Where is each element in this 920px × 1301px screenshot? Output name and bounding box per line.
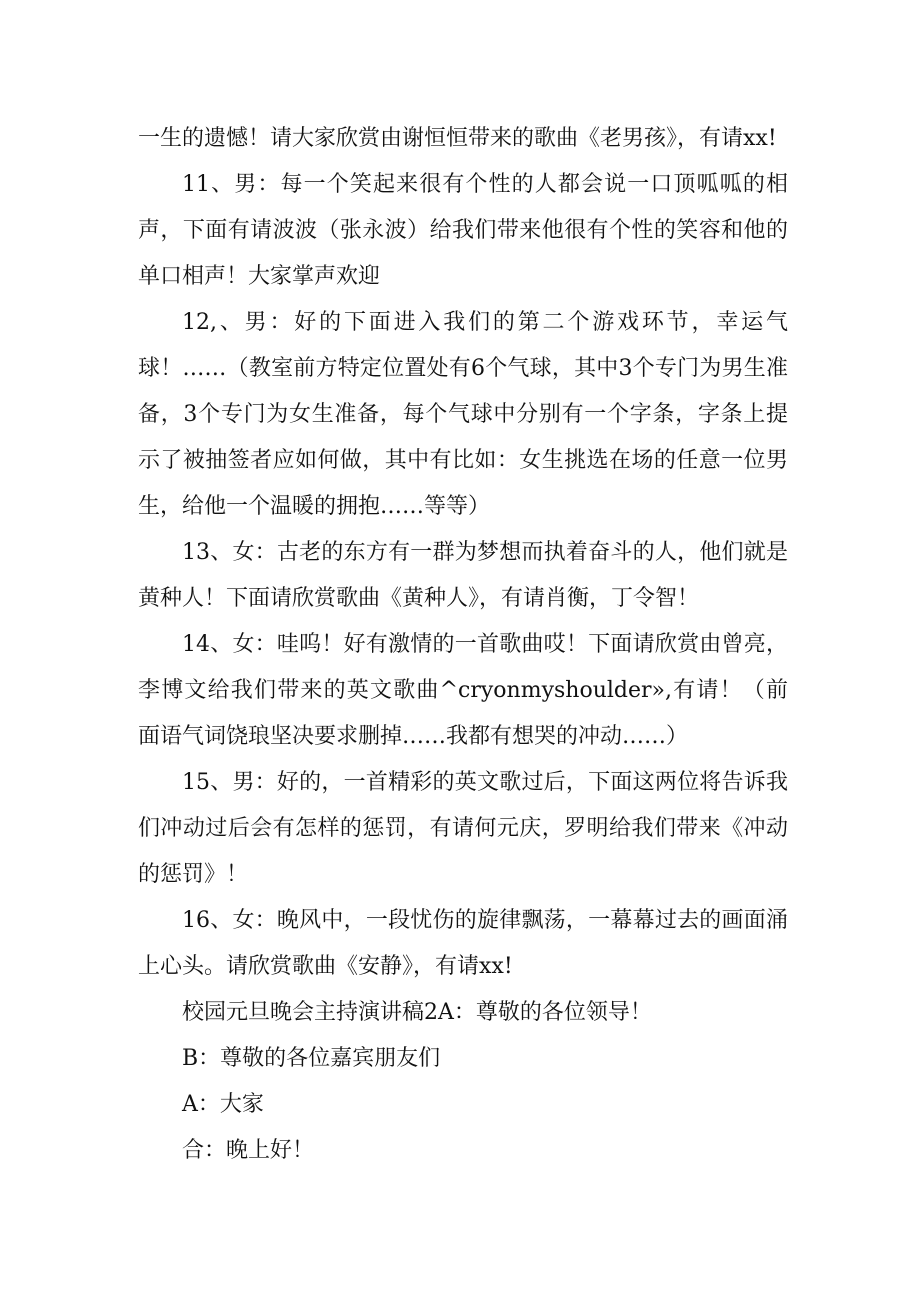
paragraph-4: 13、女：古老的东方有一群为梦想而执着奋斗的人，他们就是黄种人！下面请欣赏歌曲《黄种人》，有请肖衡，丁令智！	[138, 540, 788, 611]
document-body	[138, 116, 788, 1174]
paragraph-11: 合：晚上好！	[182, 1138, 315, 1163]
paragraph-2: 11、男：每一个笑起来很有个性的人都会说一口顶呱呱的相声，下面有请波波（张永波）给我们带来他很有个性的笑容和他的单口相声！大家掌声欢迎	[138, 172, 788, 289]
paragraph-5: 14、女：哇呜！好有激情的一首歌曲哎！下面请欣赏由曾亮，李博文给我们带来的英文歌曲^cryonmyshoulder»,有请！（前面语气词饶琅坚决要求删掉……我都有想哭的冲动……）	[138, 632, 788, 749]
paragraph-7: 16、女：晚风中，一段忧伤的旋律飘荡，一幕幕过去的画面涌上心头。请欣赏歌曲《安静》，有请xx!	[138, 908, 788, 979]
paragraph-9: B：尊敬的各位嘉宾朋友们	[182, 1046, 441, 1071]
paragraph-6: 15、男：好的，一首精彩的英文歌过后，下面这两位将告诉我们冲动过后会有怎样的惩罚，有请何元庆，罗明给我们带来《冲动的惩罚》！	[138, 770, 788, 887]
paragraph-10: A：大家	[182, 1092, 264, 1117]
paragraph-3: 12,、男：好的下面进入我们的第二个游戏环节，幸运气球！……（教室前方特定位置处有6个气球，其中3个专门为男生准备，3个专门为女生准备，每个气球中分别有一个字条，字条上提示了被抽签者应如何做，其中有比如：女生挑选在场的任意一位男生，给他一个温暖的拥抱……等等）	[138, 310, 788, 519]
paragraph-1: 一生的遗憾！请大家欣赏由谢恒恒带来的歌曲《老男孩》，有请xx!	[138, 126, 777, 151]
paragraph-8: 校园元旦晚会主持演讲稿2A：尊敬的各位领导！	[182, 1000, 652, 1025]
